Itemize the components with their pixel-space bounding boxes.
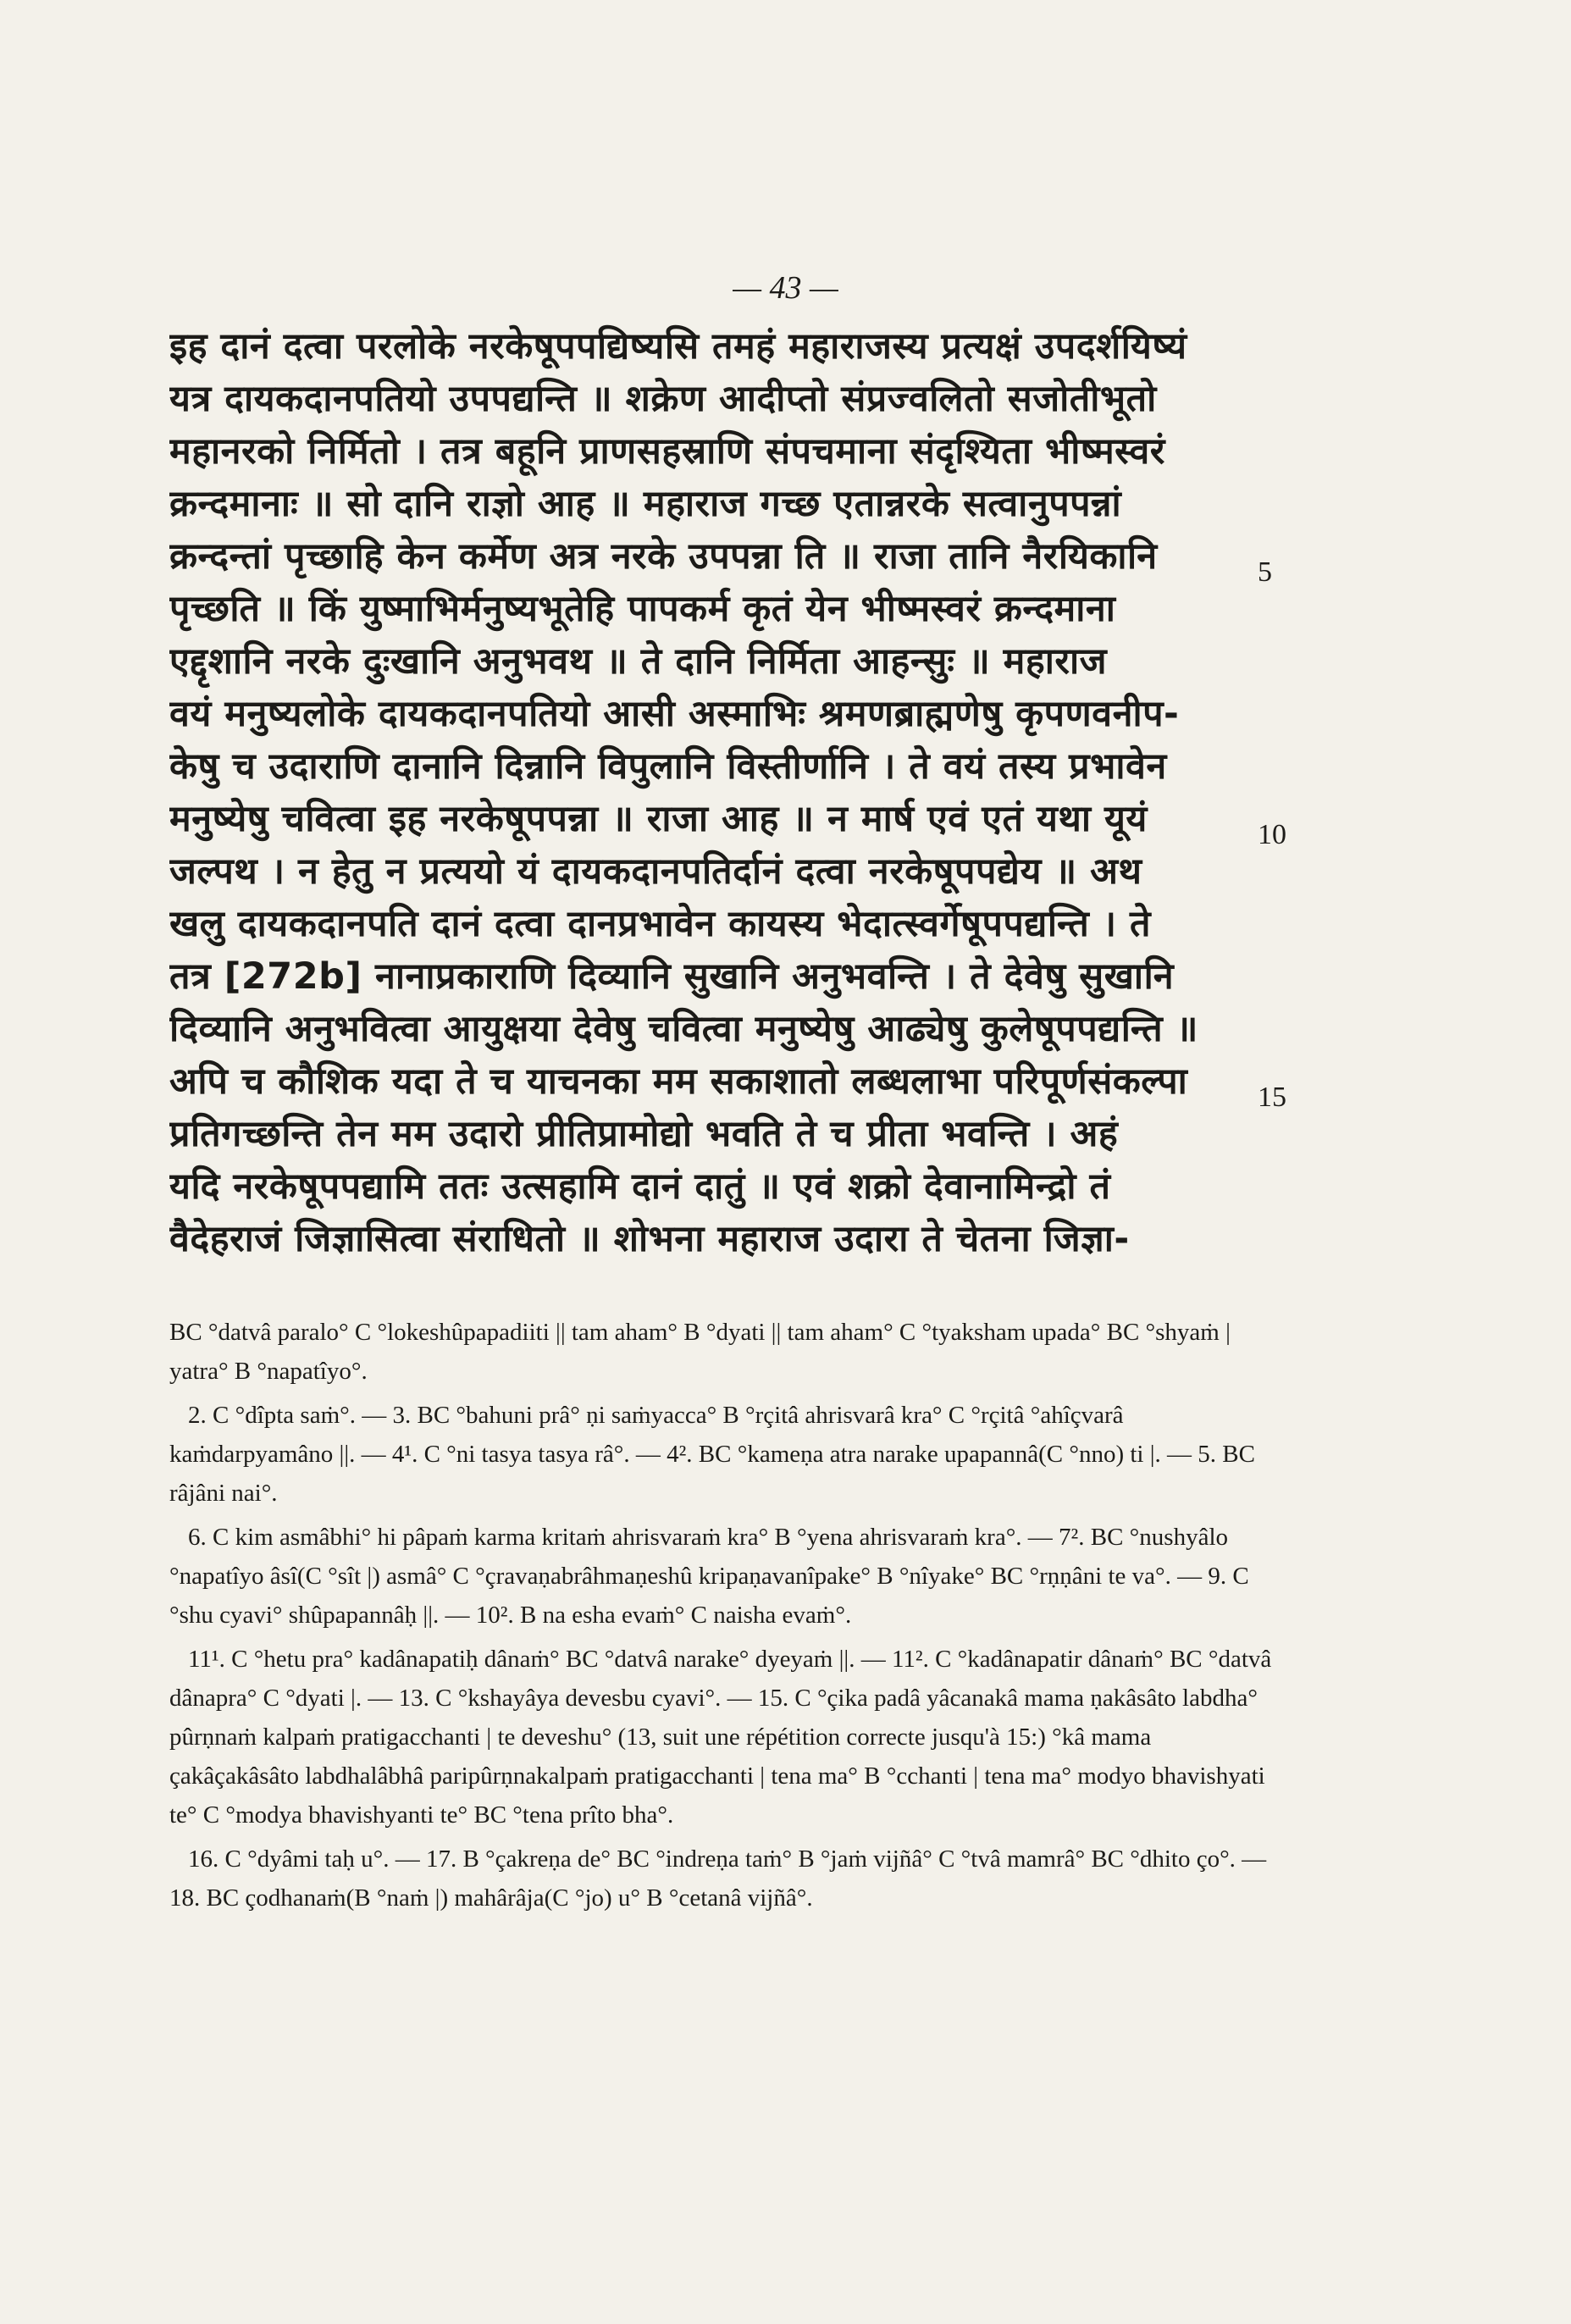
text-line: यदि नरकेषूपपद्यामि ततः उत्सहामि दानं दातुं ॥ एवं शक्रो देवानामिन्द्रो तं xyxy=(169,1165,1111,1208)
text-line: मनुष्येषु चवित्वा इह नरकेषूपपन्ना ॥ राजा आह ॥ न मार्ष एवं एतं यथा यूयं xyxy=(169,798,1148,840)
line-number-15: 15 xyxy=(1258,1082,1286,1113)
critical-apparatus xyxy=(169,1313,1275,1923)
text-line: महानरको निर्मितो । तत्र बहूनि प्राणसहस्राणि संपचमाना संदृश्यिता भीष्मस्वरं xyxy=(169,430,1165,473)
line-number-10: 10 xyxy=(1258,819,1286,850)
text-line: जल्पथ । न हेतु न प्रत्ययो यं दायकदानपतिर्दानं दत्वा नरकेषूपपद्येय ॥ अथ xyxy=(169,850,1142,893)
text-line: खलु दायकदानपति दानं दत्वा दानप्रभावेन कायस्य भेदात्स्वर्गेषूपपद्यन्ति । ते xyxy=(169,903,1152,945)
footnote-paragraph: BC °datvâ paralo° C °lokeshûpapadiiti || tam aham° B °dyati || tam aham° C °tyaksham upada° BC °shyaṁ | yatra° B °napatîyo°. xyxy=(169,1319,1231,1385)
footnote-paragraph: 6. C kim asmâbhi° hi pâpaṁ karma kritaṁ ahrisvaraṁ kra° B °yena ahrisvaraṁ kra°. — 7². BC °nushyâlo °napatîyo âsî(C °sît |) asmâ° C °çravaṇabrâhmaṇeshû kripaṇavanîpake° B °nîyake° BC °rṇṇâni te va°. — 9. C °shu cyavi° shûpapannâḥ ||. — 10². B na esha evaṁ° C naisha evaṁ°. xyxy=(169,1524,1249,1629)
text-line: एद्दृशानि नरके दुःखानि अनुभवथ ॥ ते दानि निर्मिता आहन्सुः ॥ महाराज xyxy=(169,640,1107,683)
page-number: — 43 — xyxy=(733,270,838,306)
footnote-paragraph: 2. C °dîpta saṁ°. — 3. BC °bahuni prâ° ṇi saṁyacca° B °rçitâ ahrisvarâ kra° C °rçitâ °ahîçvarâ kaṁdarpyamâno ||. — 4¹. C °ni tasya tasya râ°. — 4². BC °kameṇa atra narake upapannâ(C °nno) ti |. — 5. BC râjâni nai°. xyxy=(169,1402,1255,1507)
text-line: क्रन्दन्तां पृच्छाहि केन कर्मेण अत्र नरके उपपन्ना ति ॥ राजा तानि नैरयिकानि xyxy=(169,535,1158,578)
text-line: केषु च उदाराणि दानानि दिन्नानि विपुलानि विस्तीर्णानि । ते वयं तस्य प्रभावेन xyxy=(169,745,1167,788)
footnote-paragraph: 11¹. C °hetu pra° kadânapatiḥ dânaṁ° BC °datvâ narake° dyeyaṁ ||. — 11². C °kadânapatir dânaṁ° BC °datvâ dânapra° C °dyati |. — 13. C °kshayâya devesbu cyavi°. — 15. C °çika padâ yâcanakâ mama ṇakâsâto labdha° pûrṇnaṁ kalpaṁ pratigacchanti | te deveshu° (13, suit une répétition correcte jusqu'à 15:) °kâ mama çakâçakâsâto labdhalâbhâ paripûrṇnakalpaṁ pratigacchanti | tena ma° B °cchanti | tena ma° modyo bhavishyati te° C °modya bhavishyanti te° BC °tena prîto bha°. xyxy=(169,1646,1272,1829)
text-line: वयं मनुष्यलोके दायकदानपतियो आसी अस्माभिः श्रमणब्राह्मणेषु कृपणवनीप- xyxy=(169,693,1180,735)
text-line: वैदेहराजं जिज्ञासित्वा संराधितो ॥ शोभना महाराज उदारा ते चेतना जिज्ञा- xyxy=(169,1218,1130,1260)
text-line: तत्र [272b] नानाप्रकाराणि दिव्यानि सुखानि अनुभवन्ति । ते देवेषु सुखानि xyxy=(169,955,1175,998)
text-line: दिव्यानि अनुभवित्वा आयुक्षया देवेषु चवित्वा मनुष्येषु आढ्येषु कुलेषूपपद्यन्ति ॥ xyxy=(169,1008,1198,1050)
text-line: प्रतिगच्छन्ति तेन मम उदारो प्रीतिप्रामोद्यो भवति ते च प्रीता भवन्ति । अहं xyxy=(169,1113,1119,1155)
text-line: इह दानं दत्वा परलोके नरकेषूपपद्यिष्यसि तमहं महाराजस्य प्रत्यक्षं उपदर्शयिष्यं xyxy=(169,325,1187,368)
text-line: क्रन्दमानाः ॥ सो दानि राज्ञो आह ॥ महाराज गच्छ एतान्नरके सत्वानुपपन्नां xyxy=(169,483,1122,525)
text-line: यत्र दायकदानपतियो उपपद्यन्ति ॥ शक्रेण आदीप्तो संप्रज्वलितो सजोतीभूतो xyxy=(169,378,1157,420)
sanskrit-main-text xyxy=(169,320,1287,1265)
footnote-paragraph: 16. C °dyâmi taḥ u°. — 17. B °çakreṇa de° BC °indreṇa taṁ° B °jaṁ vijñâ° C °tvâ mamrâ° BC °dhito ço°. — 18. BC çodhanaṁ(B °naṁ |) mahârâja(C °jo) u° B °cetanâ vijñâ°. xyxy=(169,1845,1267,1912)
text-line: पृच्छति ॥ किं युष्माभिर्मनुष्यभूतेहि पापकर्म कृतं येन भीष्मस्वरं क्रन्दमाना xyxy=(169,588,1116,630)
line-number-5: 5 xyxy=(1258,556,1272,588)
text-line: अपि च कौशिक यदा ते च याचनका मम सकाशातो लब्धलाभा परिपूर्णसंकल्पा xyxy=(169,1060,1188,1103)
